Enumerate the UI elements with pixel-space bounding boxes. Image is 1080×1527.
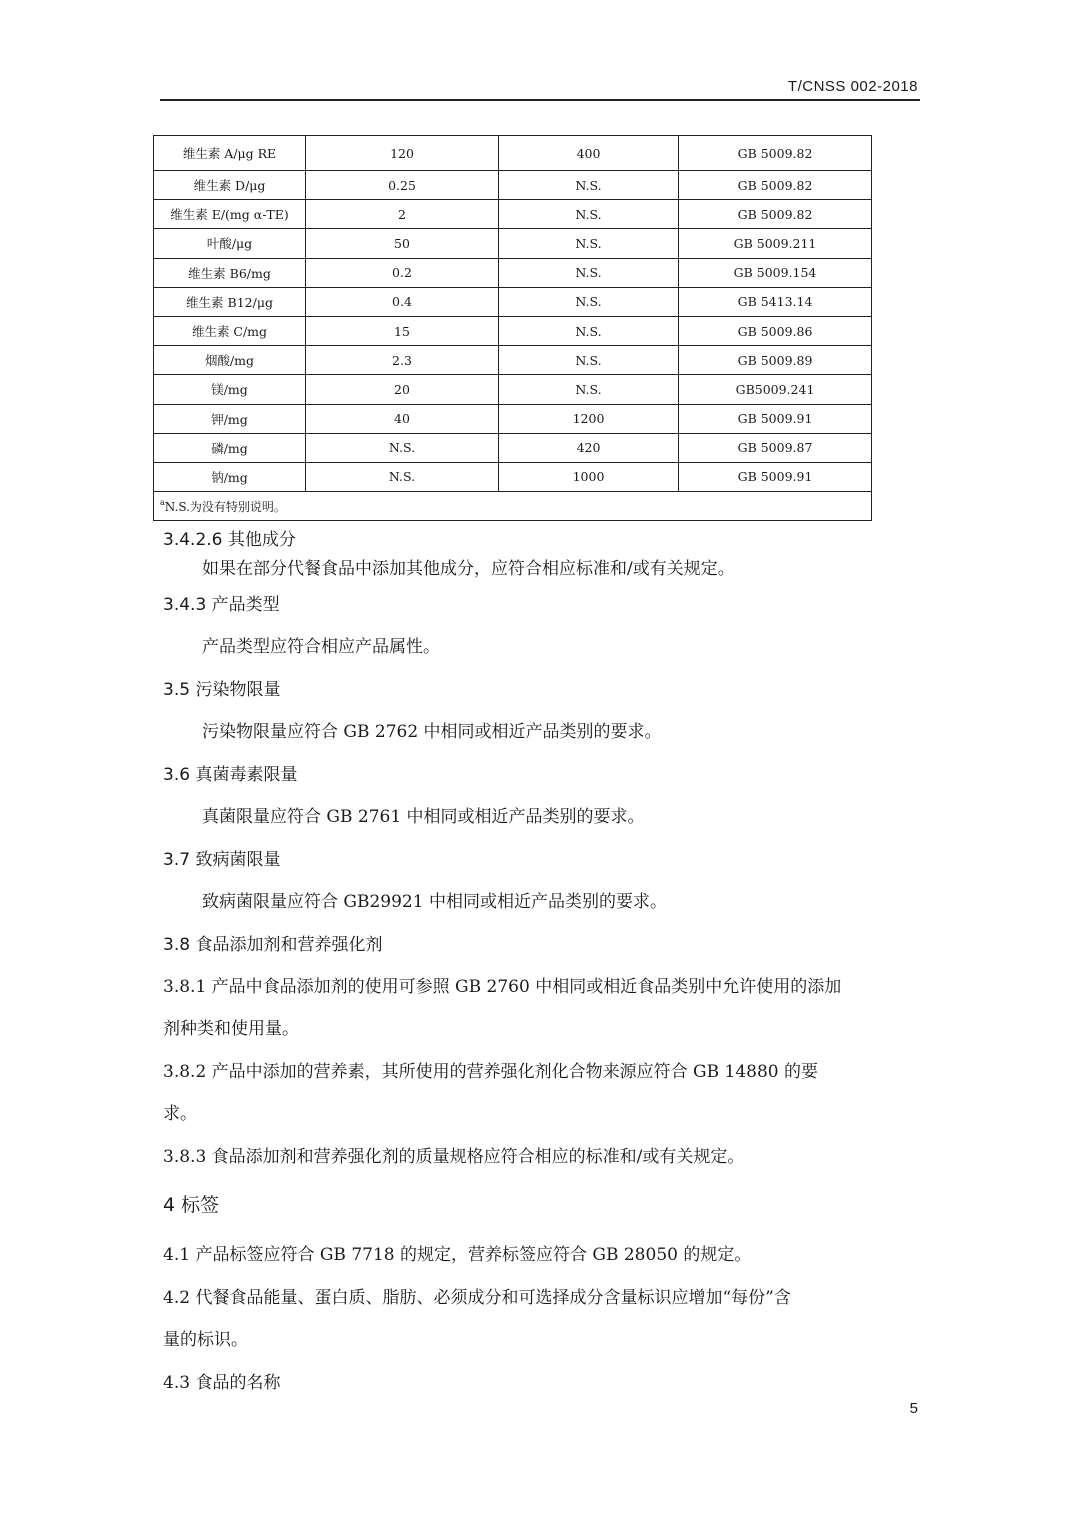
nutrient-name-cell: 维生素 D/μg	[154, 171, 306, 200]
min-value-cell: 0.2	[306, 258, 499, 287]
table-row	[154, 346, 872, 375]
table-row	[154, 404, 872, 433]
method-cell: GB 5009.91	[679, 404, 872, 433]
max-value-cell: 1000	[499, 462, 679, 491]
nutrient-name-cell: 维生素 B12/μg	[154, 287, 306, 316]
min-value-cell: 0.25	[306, 171, 499, 200]
nutrient-name-cell: 维生素 E/(mg α-TE)	[154, 200, 306, 229]
table-row	[154, 229, 872, 258]
nutrient-name-cell: 钾/mg	[154, 404, 306, 433]
max-value-cell: N.S.	[499, 346, 679, 375]
table-row	[154, 200, 872, 229]
nutrient-table-body	[154, 136, 872, 521]
method-cell: GB 5009.89	[679, 346, 872, 375]
note-marker: a	[160, 497, 165, 507]
section-4-3: 4.3 食品的名称	[163, 1373, 281, 1393]
table-note	[154, 492, 872, 521]
table-row	[154, 316, 872, 345]
max-value-cell: 400	[499, 136, 679, 171]
section-3-7-title: 3.7 致病菌限量	[163, 850, 281, 870]
section-3-4-3-body: 产品类型应符合相应产品属性。	[202, 637, 440, 657]
section-3-4-2-6-body: 如果在部分代餐食品中添加其他成分，应符合相应标准和/或有关规定。	[202, 559, 735, 579]
section-3-8-2-line2: 求。	[163, 1104, 197, 1124]
section-3-8-title: 3.8 食品添加剂和营养强化剂	[163, 935, 383, 955]
min-value-cell: 15	[306, 316, 499, 345]
max-value-cell: N.S.	[499, 258, 679, 287]
min-value-cell: 2.3	[306, 346, 499, 375]
method-cell: GB5009.241	[679, 375, 872, 404]
note-text: N.S.为没有特别说明。	[164, 499, 286, 514]
header-rule	[160, 99, 920, 101]
nutrient-name-cell: 镁/mg	[154, 375, 306, 404]
section-4-title: 4 标签	[163, 1194, 220, 1216]
min-value-cell: 0.4	[306, 287, 499, 316]
nutrient-table	[153, 135, 872, 521]
section-3-5-body: 污染物限量应符合 GB 2762 中相同或相近产品类别的要求。	[202, 722, 662, 742]
method-cell: GB 5009.211	[679, 229, 872, 258]
max-value-cell: N.S.	[499, 375, 679, 404]
section-3-6-body: 真菌限量应符合 GB 2761 中相同或相近产品类别的要求。	[202, 807, 645, 827]
section-3-6-title: 3.6 真菌毒素限量	[163, 765, 298, 785]
table-row	[154, 462, 872, 491]
nutrient-name-cell: 钠/mg	[154, 462, 306, 491]
nutrient-name-cell: 磷/mg	[154, 433, 306, 462]
section-3-8-1-line2: 剂种类和使用量。	[163, 1019, 299, 1039]
method-cell: GB 5009.86	[679, 316, 872, 345]
method-cell: GB 5413.14	[679, 287, 872, 316]
nutrient-name-cell: 维生素 C/mg	[154, 316, 306, 345]
standard-code: T/CNSS 002-2018	[787, 78, 918, 95]
nutrient-name-cell: 维生素 A/μg RE	[154, 136, 306, 171]
method-cell: GB 5009.91	[679, 462, 872, 491]
max-value-cell: 1200	[499, 404, 679, 433]
page-number: 5	[909, 1400, 918, 1417]
table-row	[154, 136, 872, 171]
table-row	[154, 375, 872, 404]
table-row	[154, 433, 872, 462]
table-note-row	[154, 492, 872, 521]
min-value-cell: N.S.	[306, 462, 499, 491]
max-value-cell: N.S.	[499, 229, 679, 258]
section-3-4-2-6-title: 3.4.2.6 其他成分	[163, 530, 296, 550]
nutrient-name-cell: 叶酸/μg	[154, 229, 306, 258]
max-value-cell: N.S.	[499, 171, 679, 200]
min-value-cell: N.S.	[306, 433, 499, 462]
section-4-2-line1: 4.2 代餐食品能量、蛋白质、脂肪、必须成分和可选择成分含量标识应增加“每份”含	[163, 1288, 791, 1308]
min-value-cell: 40	[306, 404, 499, 433]
section-3-8-3: 3.8.3 食品添加剂和营养强化剂的质量规格应符合相应的标准和/或有关规定。	[163, 1147, 745, 1167]
section-3-4-3-title: 3.4.3 产品类型	[163, 595, 280, 615]
method-cell: GB 5009.82	[679, 171, 872, 200]
section-3-8-2-line1: 3.8.2 产品中添加的营养素，其所使用的营养强化剂化合物来源应符合 GB 14880 的要	[163, 1062, 819, 1082]
method-cell: GB 5009.82	[679, 136, 872, 171]
section-4-2-line2: 量的标识。	[163, 1330, 248, 1350]
table-row	[154, 287, 872, 316]
max-value-cell: N.S.	[499, 200, 679, 229]
table-row	[154, 171, 872, 200]
max-value-cell: N.S.	[499, 287, 679, 316]
table-row	[154, 258, 872, 287]
min-value-cell: 20	[306, 375, 499, 404]
min-value-cell: 2	[306, 200, 499, 229]
section-3-8-1-line1: 3.8.1 产品中食品添加剂的使用可参照 GB 2760 中相同或相近食品类别中允许使用的添加	[163, 977, 842, 997]
min-value-cell: 50	[306, 229, 499, 258]
method-cell: GB 5009.87	[679, 433, 872, 462]
max-value-cell: 420	[499, 433, 679, 462]
section-3-5-title: 3.5 污染物限量	[163, 680, 281, 700]
method-cell: GB 5009.82	[679, 200, 872, 229]
section-4-1: 4.1 产品标签应符合 GB 7718 的规定，营养标签应符合 GB 28050 的规定。	[163, 1245, 752, 1265]
method-cell: GB 5009.154	[679, 258, 872, 287]
max-value-cell: N.S.	[499, 316, 679, 345]
min-value-cell: 120	[306, 136, 499, 171]
nutrient-name-cell: 维生素 B6/mg	[154, 258, 306, 287]
nutrient-name-cell: 烟酸/mg	[154, 346, 306, 375]
section-3-7-body: 致病菌限量应符合 GB29921 中相同或相近产品类别的要求。	[202, 892, 667, 912]
